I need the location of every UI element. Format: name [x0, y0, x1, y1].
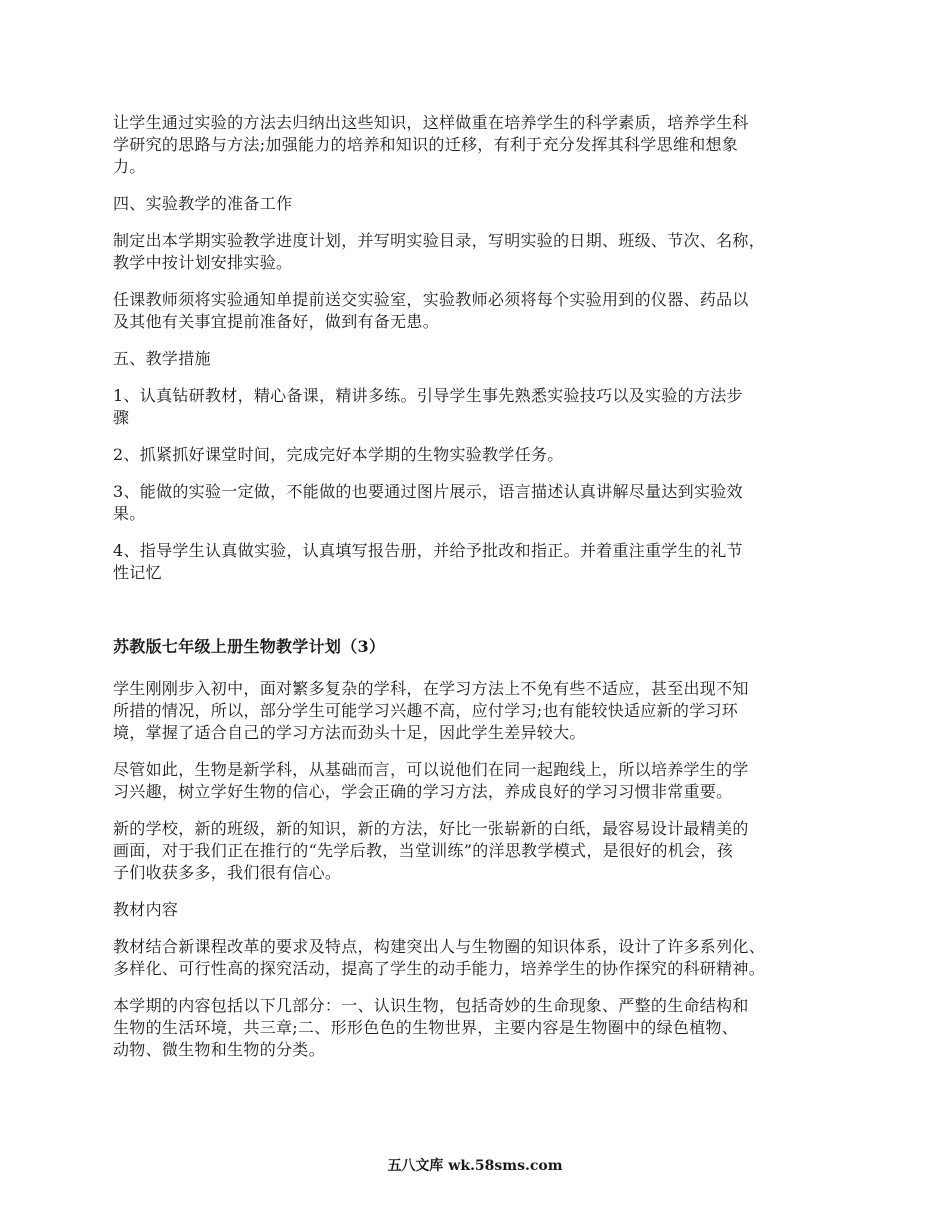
- section-title: 苏教版七年级上册生物教学计划（3）: [113, 637, 386, 656]
- paragraph: [113, 193, 853, 215]
- text-line: 教材结合新课程改革的要求及特点，构建突出人与生物圈的知识体系，设计了许多系列化、: [113, 937, 766, 956]
- text-line: 及其他有关事宜提前准备好，做到有备无患。: [113, 312, 440, 331]
- text-line: 五、教学措施: [113, 349, 211, 368]
- text-line: 多样化、可行性高的探究活动，提高了学生的动手能力，培养学生的协作探究的科研精神。: [113, 959, 766, 978]
- text-line: 力。: [113, 157, 146, 176]
- text-line: 任课教师须将实验通知单提前送交实验室，实验教师必须将每个实验用到的仪器、药品以: [113, 290, 749, 309]
- text-line: 学研究的思路与方法;加强能力的培养和知识的迁移，有利于充分发挥其科学思维和想象: [113, 135, 739, 154]
- paragraph: [113, 540, 853, 584]
- text-line: 四、实验教学的准备工作: [113, 194, 293, 213]
- paragraph: [113, 230, 853, 274]
- paragraph: [113, 759, 853, 803]
- text-line: 动物、微生物和生物的分类。: [113, 1040, 325, 1059]
- paragraph: [113, 936, 853, 980]
- text-line: 画面，对于我们正在推行的“先学后教，当堂训练”的洋思教学模式，是很好的机会，孩: [113, 841, 734, 860]
- text-line: 学生刚刚步入初中，面对繁多复杂的学科，在学习方法上不免有些不适应，甚至出现不知: [113, 679, 749, 698]
- footer-watermark: 五八文库 wk.58sms.com: [387, 1158, 563, 1174]
- text-line: 尽管如此，生物是新学科，从基础而言，可以说他们在同一起跑线上，所以培养学生的学: [113, 760, 749, 779]
- text-line: 3、能做的实验一定做，不能做的也要通过图片展示，语言描述认真讲解尽量达到实验效: [113, 482, 743, 501]
- paragraph: [113, 481, 853, 525]
- paragraph: [113, 818, 853, 884]
- paragraph: [113, 385, 853, 429]
- paragraph: [113, 444, 853, 466]
- text-line: 制定出本学期实验教学进度计划，并写明实验目录，写明实验的日期、班级、节次、名称，: [113, 231, 766, 250]
- text-line: 所措的情况，所以，部分学生可能学习兴趣不高，应付学习;也有能较快适应新的学习环: [113, 701, 739, 720]
- text-line: 子们收获多多，我们很有信心。: [113, 863, 342, 882]
- paragraph: [113, 289, 853, 333]
- paragraph: [113, 348, 853, 370]
- text-line: 境，掌握了适合自己的学习方法而劲头十足，因此学生差异较大。: [113, 723, 586, 742]
- paragraph: [113, 112, 853, 178]
- document-page: [113, 112, 853, 1076]
- text-line: 骤: [113, 408, 130, 427]
- body-text-part-2: [113, 678, 853, 1061]
- text-line: 让学生通过实验的方法去归纳出这些知识，这样做重在培养学生的科学素质，培养学生科: [113, 113, 749, 132]
- text-line: 果。: [113, 504, 146, 523]
- text-line: 2、抓紧抓好课堂时间，完成完好本学期的生物实验教学任务。: [113, 445, 564, 464]
- paragraph: [113, 678, 853, 744]
- text-line: 本学期的内容包括以下几部分：一、认识生物，包括奇妙的生命现象、严整的生命结构和: [113, 996, 749, 1015]
- paragraph: [113, 995, 853, 1061]
- text-line: 教材内容: [113, 900, 179, 919]
- text-line: 4、指导学生认真做实验，认真填写报告册，并给予批改和指正。并着重注重学生的礼节: [113, 541, 743, 560]
- text-line: 性记忆: [113, 563, 162, 582]
- text-line: 新的学校，新的班级，新的知识，新的方法，好比一张崭新的白纸，最容易设计最精美的: [113, 819, 749, 838]
- text-line: 教学中按计划安排实验。: [113, 253, 293, 272]
- text-line: 生物的生活环境，共三章;二、形形色色的生物世界，主要内容是生物圈中的绿色植物、: [113, 1018, 739, 1037]
- text-line: 习兴趣，树立学好生物的信心，学会正确的学习方法，养成良好的学习习惯非常重要。: [113, 782, 733, 801]
- paragraph: [113, 899, 853, 921]
- body-text-part-1: [113, 112, 853, 584]
- text-line: 1、认真钻研教材，精心备课，精讲多练。引导学生事先熟悉实验技巧以及实验的方法步: [113, 386, 743, 405]
